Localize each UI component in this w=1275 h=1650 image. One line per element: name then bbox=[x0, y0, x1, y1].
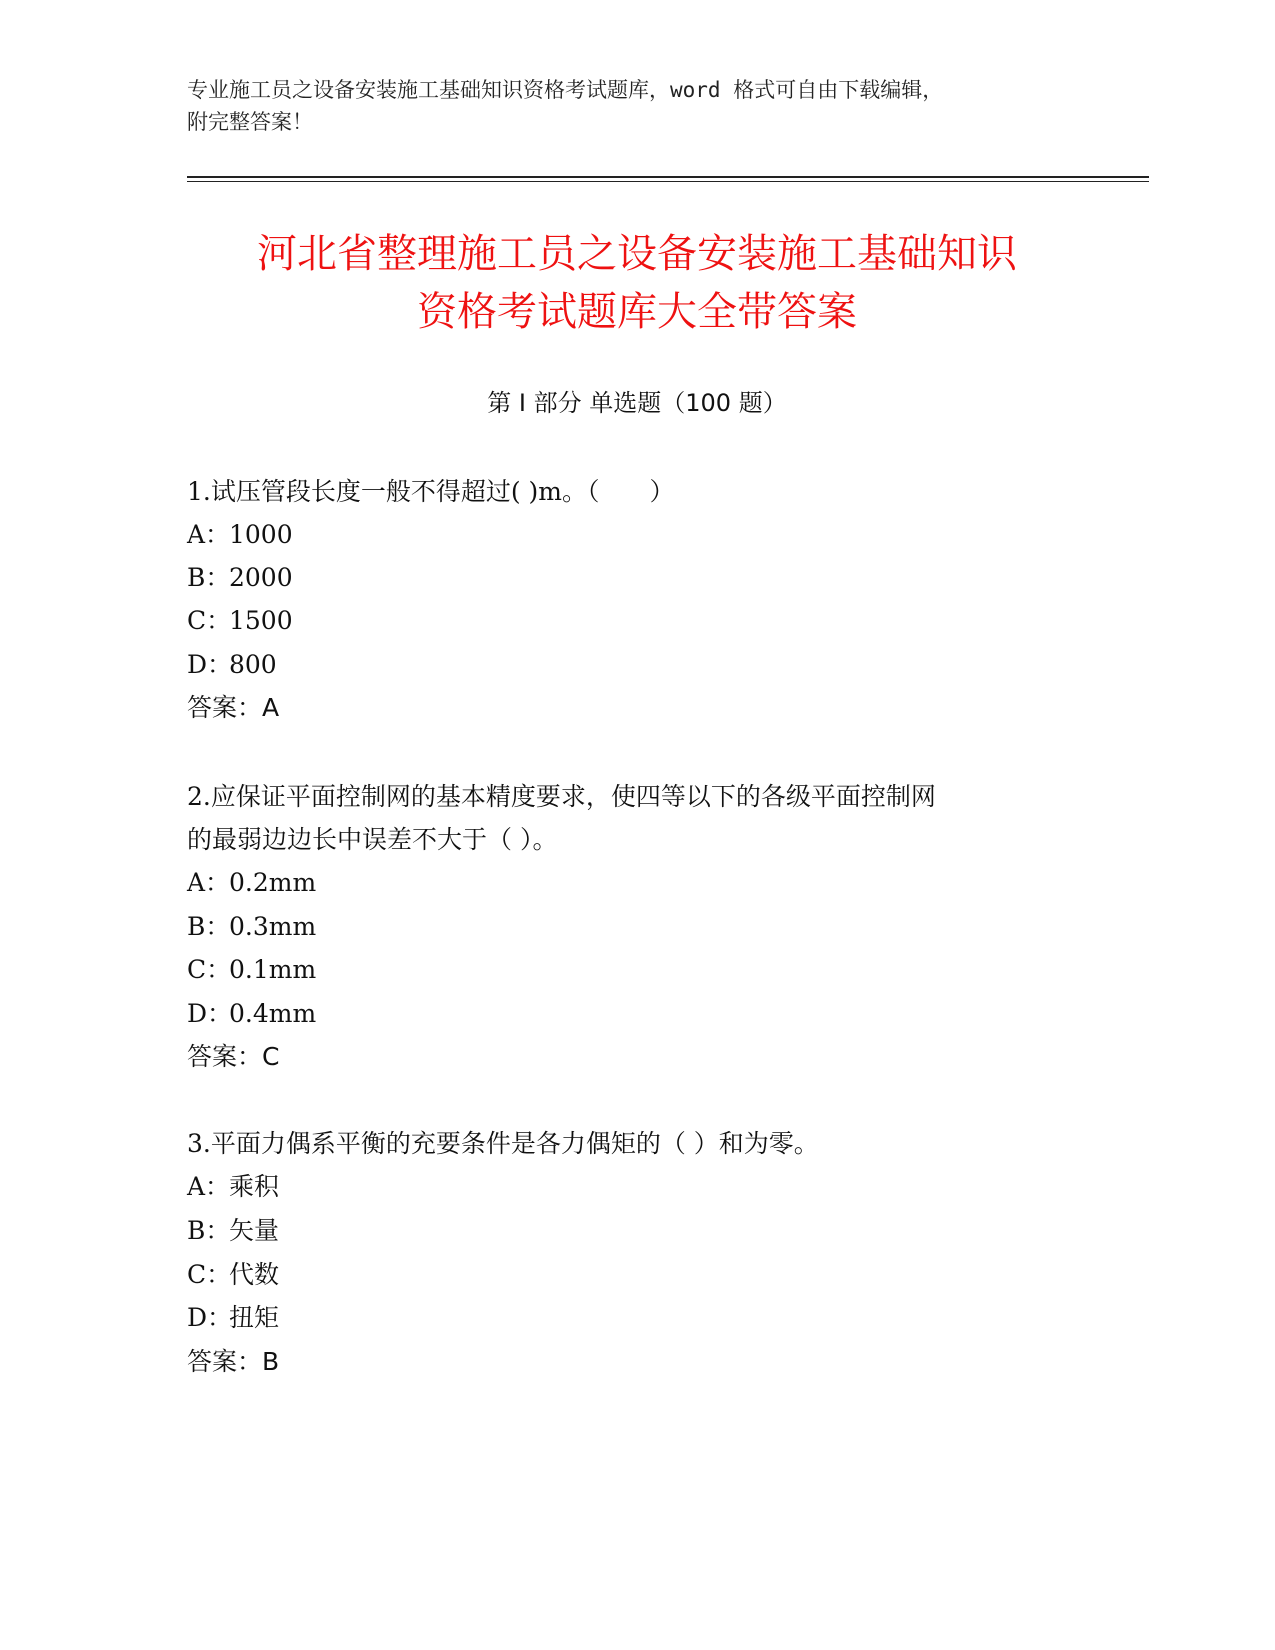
option-text: 1500 bbox=[229, 606, 293, 635]
question-2-option-a bbox=[187, 866, 1087, 900]
option-letter: D： bbox=[187, 1303, 233, 1332]
option-text: 2000 bbox=[229, 563, 293, 592]
option-letter: C： bbox=[187, 606, 232, 635]
option-letter: A： bbox=[187, 868, 231, 897]
question-1-option-c bbox=[187, 604, 1087, 638]
option-text: 0.1mm bbox=[229, 955, 317, 984]
option-text: 0.3mm bbox=[229, 912, 317, 941]
option-letter: C： bbox=[187, 955, 232, 984]
document-title-line-2: 资格考试题库大全带答案 bbox=[417, 289, 857, 335]
question-3-stem: 3.平面力偶系平衡的充要条件是各力偶矩的（ ）和为零。 bbox=[187, 1129, 819, 1158]
option-letter: D： bbox=[187, 650, 233, 679]
option-text: 代数 bbox=[229, 1260, 280, 1289]
option-letter: A： bbox=[187, 520, 231, 549]
option-text: 0.4mm bbox=[229, 999, 317, 1028]
question-2-stem-line-1: 2.应保证平面控制网的基本精度要求，使四等以下的各级平面控制网 bbox=[187, 782, 936, 811]
question-2-answer: 答案：C bbox=[187, 1042, 280, 1071]
document-title-line-1: 河北省整理施工员之设备安装施工基础知识 bbox=[257, 231, 1017, 277]
header-divider-thick bbox=[187, 176, 1149, 178]
question-3-option-c bbox=[187, 1258, 1087, 1292]
question-3-option-b bbox=[187, 1214, 1087, 1248]
intro-line-2: 附完整答案！ bbox=[187, 110, 313, 134]
question-1-option-a bbox=[187, 518, 1087, 552]
option-letter: B： bbox=[187, 563, 231, 592]
option-text: 800 bbox=[229, 650, 277, 679]
question-3-option-d bbox=[187, 1301, 1087, 1335]
question-2-option-c bbox=[187, 953, 1087, 987]
intro-text bbox=[187, 74, 1067, 138]
option-letter: B： bbox=[187, 912, 231, 941]
question-2-stem-line-2: 的最弱边边长中误差不大于（ ）。 bbox=[187, 825, 558, 854]
intro-line-1: 专业施工员之设备安装施工基础知识资格考试题库，word 格式可自由下载编辑， bbox=[187, 78, 944, 102]
option-text: 矢量 bbox=[229, 1216, 280, 1245]
question-1-option-d bbox=[187, 648, 1087, 682]
option-text: 0.2mm bbox=[229, 868, 317, 897]
document-title bbox=[187, 225, 1087, 341]
option-letter: C： bbox=[187, 1260, 232, 1289]
option-text: 扭矩 bbox=[229, 1303, 280, 1332]
question-1-stem: 1.试压管段长度一般不得超过( )m。（ ） bbox=[187, 477, 675, 506]
option-letter: B： bbox=[187, 1216, 231, 1245]
question-1-answer: 答案：A bbox=[187, 693, 280, 722]
question-3-answer: 答案：B bbox=[187, 1347, 280, 1376]
question-1-option-b bbox=[187, 561, 1087, 595]
section-heading: 第 I 部分 单选题（100 题） bbox=[487, 389, 787, 417]
header-divider-thin bbox=[187, 181, 1149, 182]
question-2-option-b bbox=[187, 910, 1087, 944]
option-text: 乘积 bbox=[229, 1172, 280, 1201]
option-letter: A： bbox=[187, 1172, 231, 1201]
option-text: 1000 bbox=[229, 520, 293, 549]
option-letter: D： bbox=[187, 999, 233, 1028]
question-3-option-a bbox=[187, 1170, 1087, 1204]
question-2-option-d bbox=[187, 997, 1087, 1031]
